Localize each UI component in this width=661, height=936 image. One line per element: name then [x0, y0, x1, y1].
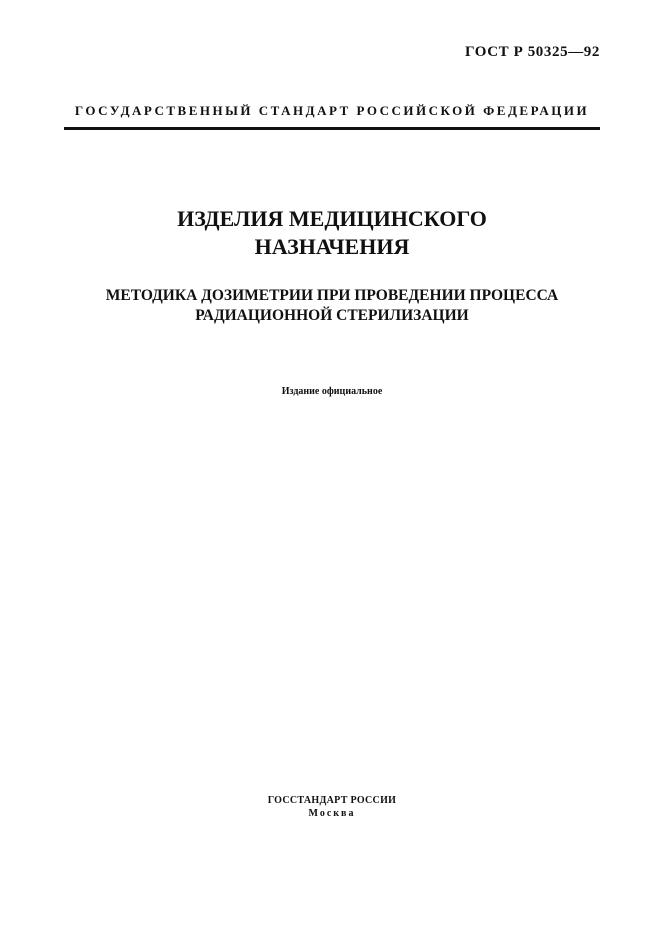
edition-note: Издание официальное	[281, 386, 383, 397]
agency-header: ГОСУДАРСТВЕННЫЙ СТАНДАРТ РОССИЙСКОЙ ФЕДЕРАЦИИ	[74, 103, 590, 118]
subtitle-line-1: МЕТОДИКА ДОЗИМЕТРИИ ПРИ ПРОВЕДЕНИИ ПРОЦЕССА	[105, 287, 559, 304]
document-subtitle	[64, 286, 600, 326]
header-divider	[64, 127, 600, 130]
publisher-city: Москва	[308, 808, 356, 819]
subtitle-line-2: РАДИАЦИОННОЙ СТЕРИЛИЗАЦИИ	[195, 307, 469, 324]
document-title	[64, 205, 600, 261]
title-line-1: ИЗДЕЛИЯ МЕДИЦИНСКОГО	[177, 206, 487, 231]
publisher-name: ГОССТАНДАРТ РОССИИ	[267, 795, 397, 806]
document-code: ГОСТ Р 50325—92	[464, 44, 600, 60]
title-line-2: НАЗНАЧЕНИЯ	[254, 234, 410, 259]
